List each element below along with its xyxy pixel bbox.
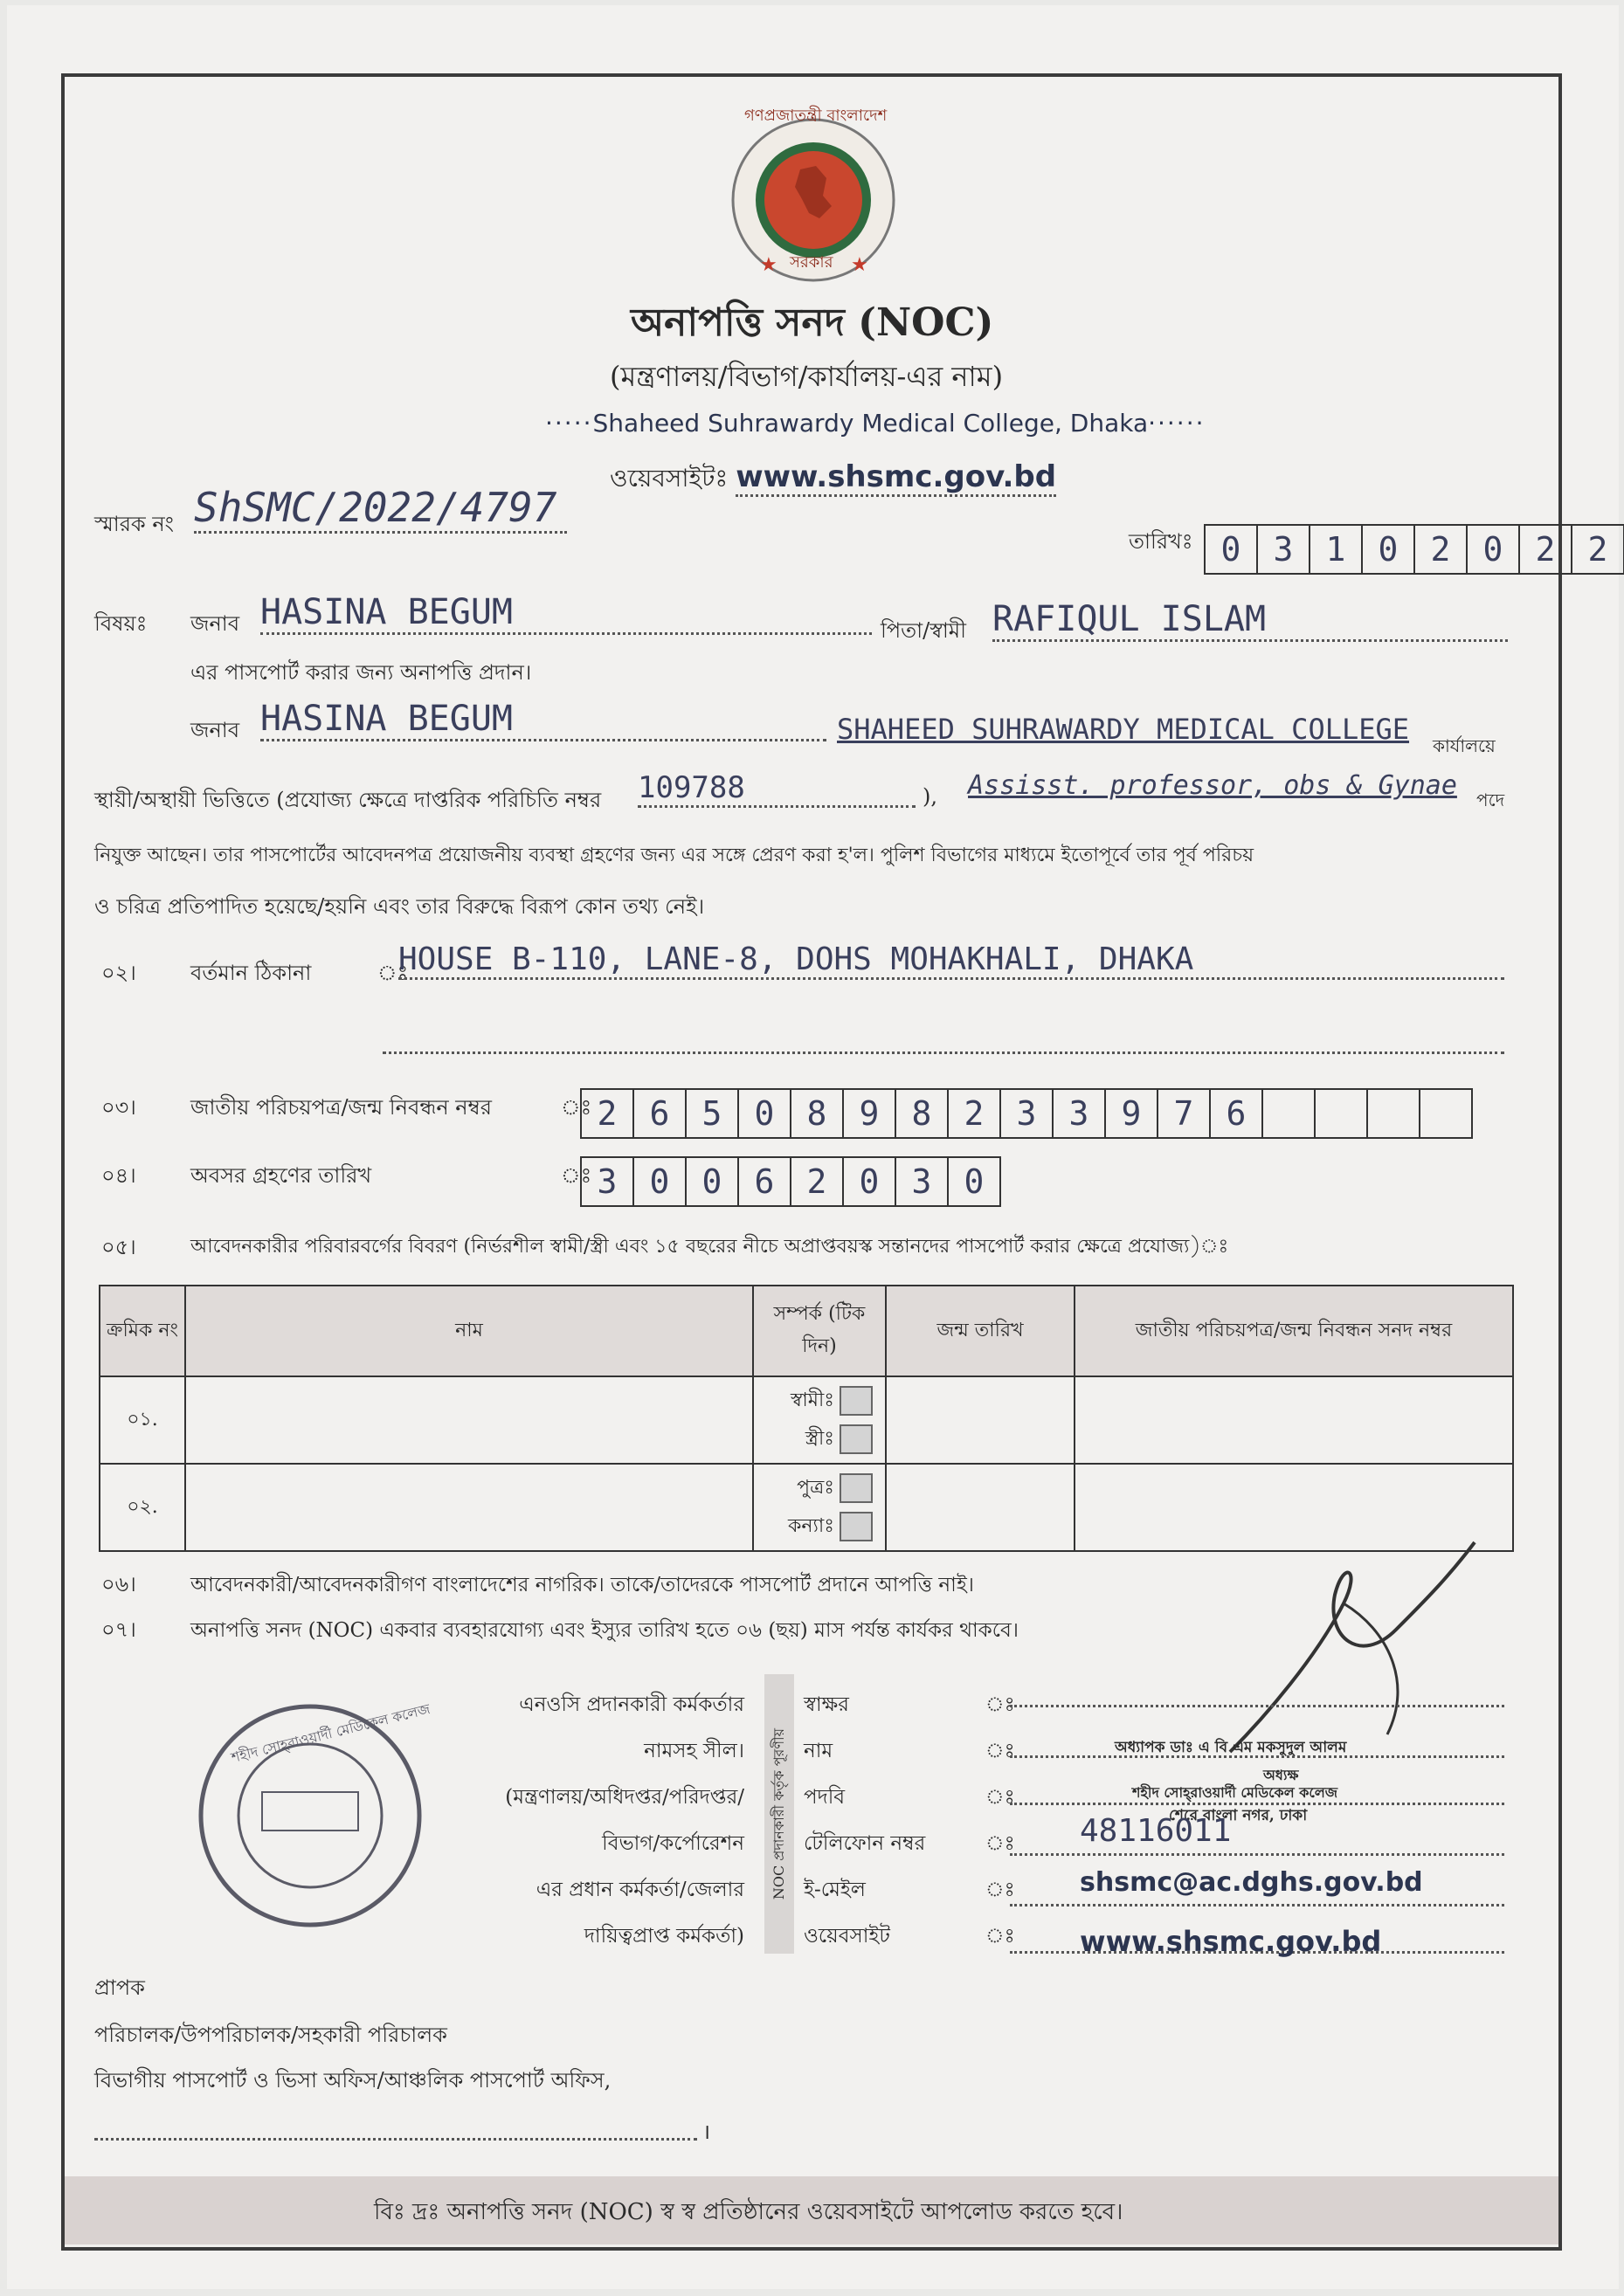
body-id-number: 109788 (638, 770, 916, 808)
relation-son-label: পুত্রঃ (797, 1477, 834, 1499)
officer-left-line: বিভাগ/কর্পোরেশন (602, 1832, 744, 1855)
retire-digit-box: 2 (791, 1158, 844, 1205)
retire-digit-box: 3 (582, 1158, 634, 1205)
table-row (100, 1376, 1513, 1464)
col-dob: জন্ম তারিখ (886, 1286, 1075, 1376)
retire-digit-box: 0 (634, 1158, 687, 1205)
body-line4: ও চরিত্র প্রতিপাদিত হয়েছে/হয়নি এবং তার বিরুদ্ধে বিরূপ কোন তথ্য নেই। (94, 894, 705, 919)
subject-mr-label: জনাব (190, 611, 240, 636)
signature-line (1010, 1703, 1504, 1707)
row-nid-cell[interactable] (1075, 1376, 1513, 1464)
date-digit-box: 2 (1415, 526, 1468, 573)
item-03-number: ০৩। (101, 1095, 136, 1120)
memo-label: স্মারক নং (94, 512, 174, 536)
subject-label: বিষয়ঃ (94, 611, 148, 636)
family-label: আবেদনকারীর পরিবারবর্গের বিবরণ (নির্ভরশীল স্বামী/স্ত্রী এবং ১৫ বছরের নীচে অপ্রাপ্তবয়স্ক সন্তানদের পাসপোর্ট করার ক্ষেত্রে প্রযোজ্য)ঃ (190, 1236, 1229, 1258)
officer-designation-value (1010, 1764, 1504, 1805)
retire-digit-box: 0 (964, 1162, 985, 1201)
officer-field-labels (804, 1682, 925, 1960)
officer-left-line: এর প্রধান কর্মকর্তা/জেলার (536, 1879, 744, 1901)
nid-boxes (580, 1088, 1473, 1139)
date-digit-box: 0 (1468, 526, 1520, 573)
retire-colon: ঃ (561, 1163, 592, 1188)
date-digit-box: 2 (1520, 526, 1572, 573)
telephone-value: 48116011 (1080, 1813, 1232, 1849)
field-label-website: ওয়েবসাইট (804, 1925, 890, 1948)
date-boxes (1204, 524, 1624, 575)
subject-line2: এর পাসপোর্ট করার জন্য অনাপত্তি প্রদান। (190, 660, 532, 685)
field-label-name: নাম (804, 1740, 833, 1762)
nid-digit-box: 3 (1054, 1090, 1106, 1137)
recipient-end: । (702, 2120, 711, 2144)
nid-digit-box (1368, 1090, 1420, 1137)
retire-digit-box: 0 (687, 1158, 739, 1205)
field-label-designation: পদবি (804, 1786, 846, 1809)
document-subtitle: (মন্ত্রণালয়/বিভাগ/কার্যালয়-এর নাম) (610, 360, 1004, 393)
body-post-suffix: পদে (1476, 789, 1505, 810)
husband-checkbox[interactable] (840, 1386, 873, 1416)
colon: ঃ (985, 1832, 1015, 1855)
document-page (7, 5, 1619, 2289)
colon: ঃ (985, 1740, 1015, 1762)
row-dob-cell[interactable] (886, 1464, 1075, 1551)
row-serial: ০২. (100, 1464, 185, 1551)
date-digit-box: 0 (1206, 526, 1258, 573)
date-digit-box: 0 (1363, 526, 1415, 573)
officer-left-block (444, 1682, 744, 1960)
date-digit-box: 1 (1310, 526, 1363, 573)
retire-boxes (580, 1156, 1001, 1207)
subject-name: HASINA BEGUM (260, 592, 872, 635)
officer-left-line: দায়িত্বপ্রাপ্ত কর্মকর্তা) (584, 1925, 744, 1948)
relation-daughter-label: কন্যাঃ (787, 1515, 834, 1537)
recipient-line2: বিভাগীয় পাসপোর্ট ও ভিসা অফিস/আঞ্চলিক পাসপোর্ট অফিস, (94, 2068, 612, 2093)
nid-digit-box: 2 (582, 1090, 634, 1137)
website-label: ওয়েবসাইটঃ (610, 464, 729, 493)
row-name-cell[interactable] (185, 1376, 753, 1464)
officer-left-line: (মন্ত্রণালয়/অধিদপ্তর/পরিদপ্তর/ (505, 1786, 744, 1809)
col-relation: সম্পর্ক (টিক দিন) (753, 1286, 886, 1376)
colon: ঃ (985, 1786, 1015, 1809)
nid-digit-box (1420, 1090, 1471, 1137)
daughter-checkbox[interactable] (840, 1512, 873, 1541)
col-nid: জাতীয় পরিচয়পত্র/জন্ম নিবন্ধন সনদ নম্বর (1075, 1286, 1513, 1376)
signature-scribble-icon (1213, 1525, 1492, 1761)
wife-checkbox[interactable] (840, 1424, 873, 1454)
designation-stamp-3: শেরে বাংলা নগর, ঢাকা (1169, 1807, 1308, 1824)
colon: ঃ (985, 1925, 1015, 1948)
body-close: ), (923, 784, 937, 809)
body-office: SHAHEED SUHRAWARDY MEDICAL COLLEGE (837, 713, 1410, 746)
retire-digit-box: 3 (896, 1158, 949, 1205)
website-value: www.shsmc.gov.bd (736, 459, 1056, 497)
designation-stamp-2: শহীদ সোহ্‌রাওয়ার্দী মেডিকেল কলেজ (1132, 1784, 1338, 1801)
item-02-number: ০২। (101, 961, 136, 985)
emblem-text-top: গণপ্রজাতন্ত্রী বাংলাদেশ (744, 107, 888, 125)
nid-digit-box: 2 (949, 1090, 1001, 1137)
note-07-number: ০৭। (101, 1617, 136, 1642)
nid-digit-box: 0 (739, 1090, 791, 1137)
row-relation-cell (753, 1376, 886, 1464)
nid-digit-box: 6 (634, 1090, 687, 1137)
address-label: বর্তমান ঠিকানা (190, 961, 312, 985)
relation-wife-label: স্ত্রীঃ (805, 1428, 834, 1450)
recipient-line1: পরিচালক/উপপরিচালক/সহকারী পরিচালক (94, 2023, 447, 2047)
colon: ঃ (985, 1693, 1015, 1716)
recipient-label: প্রাপক (94, 1975, 145, 2000)
field-label-email: ই-মেইল (804, 1879, 866, 1901)
date-label: তারিখঃ (1129, 529, 1193, 554)
officer-name-value (1010, 1736, 1504, 1758)
officer-website: www.shsmc.gov.bd (1080, 1925, 1382, 1958)
officer-left-line: এনওসি প্রদানকারী কর্মকর্তার (519, 1693, 744, 1716)
field-label-signature: স্বাক্ষর (804, 1693, 849, 1716)
email-value: shsmc@ac.dghs.gov.bd (1080, 1867, 1423, 1898)
officer-name-stamp: অধ্যাপক ডাঃ এ বি এম মকসুদুল আলম (1115, 1739, 1347, 1756)
nid-digit-box: 3 (1001, 1090, 1054, 1137)
row-name-cell[interactable] (185, 1464, 753, 1551)
nid-digit-box (1316, 1090, 1368, 1137)
nid-digit-box: 9 (1106, 1090, 1158, 1137)
body-name: HASINA BEGUM (260, 699, 826, 741)
item-05-number: ০৫। (101, 1235, 136, 1259)
family-table (99, 1285, 1514, 1552)
officer-email-value (1010, 1867, 1504, 1906)
nid-digit-box: 8 (896, 1090, 949, 1137)
office-name: ·····Shaheed Suhrawardy Medical College, Dhaka······ (545, 409, 1206, 438)
field-label-telephone: টেলিফোন নম্বর (804, 1832, 926, 1855)
body-designation: Assisst. professor, obs & Gynae (968, 770, 1457, 801)
emblem-text-bottom: সরকার (790, 253, 833, 272)
row-relation-cell (753, 1464, 886, 1551)
relation-husband-label: স্বামীঃ (790, 1389, 834, 1411)
date-digit-box: 2 (1587, 530, 1608, 569)
nid-digit-box (1263, 1090, 1316, 1137)
svg-text:★: ★ (760, 254, 777, 276)
nid-colon: ঃ (561, 1095, 592, 1120)
nid-label: জাতীয় পরিচয়পত্র/জন্ম নিবন্ধন নম্বর (190, 1095, 492, 1120)
col-name: নাম (185, 1286, 753, 1376)
note-07-text: অনাপত্তি সনদ (NOC) একবার ব্যবহারযোগ্য এবং ইস্যুর তারিখ হতে ০৬ (ছয়) মাস পর্যন্ত কার্যকর থাকবে। (190, 1619, 1019, 1642)
retire-digit-box: 0 (844, 1158, 896, 1205)
noc-vertical-label: NOC প্রদানকারী কর্তৃক পূরণীয় (764, 1674, 794, 1954)
row-dob-cell[interactable] (886, 1376, 1075, 1464)
recipient-blank-line (94, 2136, 697, 2141)
note-06-text: আবেদনকারী/আবেদনকারীগণ বাংলাদেশের নাগরিক। তাকে/তাদেরকে পাসপোর্ট প্রদানে আপত্তি নাই। (190, 1574, 975, 1596)
date-digit-box: 3 (1258, 526, 1310, 573)
body-line3: নিযুক্ত আছেন। তার পাসপোর্টের আবেদনপত্র প্রয়োজনীয় ব্যবস্থা গ্রহণের জন্য এর সঙ্গে প্রেরণ করা হ'ল। পুলিশ বিভাগের মাধ্যমে ইতোপূর্বে তার পূর্ব পরিচয় (94, 845, 1254, 866)
col-serial: ক্রমিক নং (100, 1286, 185, 1376)
item-04-number: ০৪। (101, 1163, 136, 1188)
nid-digit-box: 6 (1211, 1090, 1263, 1137)
colon: ঃ (985, 1879, 1015, 1901)
body-mr-label: জনাব (190, 718, 240, 742)
retire-digit-box: 6 (739, 1158, 791, 1205)
nid-digit-box: 8 (791, 1090, 844, 1137)
nid-digit-box: 9 (844, 1090, 896, 1137)
address-extra-line (383, 1043, 1504, 1054)
retire-label: অবসর গ্রহণের তারিখ (190, 1163, 372, 1188)
officer-colons (985, 1682, 1015, 1960)
address-colon: ঃ (377, 961, 409, 985)
document-title: অনাপত্তি সনদ (NOC) (631, 300, 994, 345)
row-serial: ০১. (100, 1376, 185, 1464)
designation-stamp-1: অধ্যক্ষ (1263, 1767, 1299, 1783)
body-permanent-text: স্থায়ী/অস্থায়ী ভিত্তিতে (প্রযোজ্য ক্ষেত্রে দাপ্তরিক পরিচিতি নম্বর (94, 788, 602, 812)
father-label: পিতা/স্বামী (881, 618, 966, 643)
seal-text: শহীদ সোহ্‌রাওয়ার্দী মেডিকেল কলেজ (229, 1700, 432, 1767)
father-name: RAFIQUL ISLAM (992, 599, 1508, 642)
website-line (610, 459, 1056, 500)
family-table-header (100, 1286, 1513, 1376)
memo-number: ShSMC/2022/4797 (194, 484, 567, 534)
son-checkbox[interactable] (840, 1473, 873, 1503)
svg-text:★: ★ (851, 254, 868, 276)
nid-digit-box: 5 (687, 1090, 739, 1137)
officer-left-line: নামসহ সীল। (644, 1740, 744, 1762)
nid-digit-box: 7 (1158, 1090, 1211, 1137)
address-value: HOUSE B-110, LANE-8, DOHS MOHAKHALI, DHAKA (398, 941, 1504, 980)
note-06-number: ০৬। (101, 1572, 136, 1596)
footer-note: বিঃ দ্রঃ অনাপত্তি সনদ (NOC) স্ব স্ব প্রতিষ্ঠানের ওয়েবসাইটে আপলোড করতে হবে। (374, 2199, 1123, 2225)
officer-website-value (1010, 1925, 1504, 1958)
body-office-suffix: কার্যালয়ে (1433, 735, 1496, 756)
